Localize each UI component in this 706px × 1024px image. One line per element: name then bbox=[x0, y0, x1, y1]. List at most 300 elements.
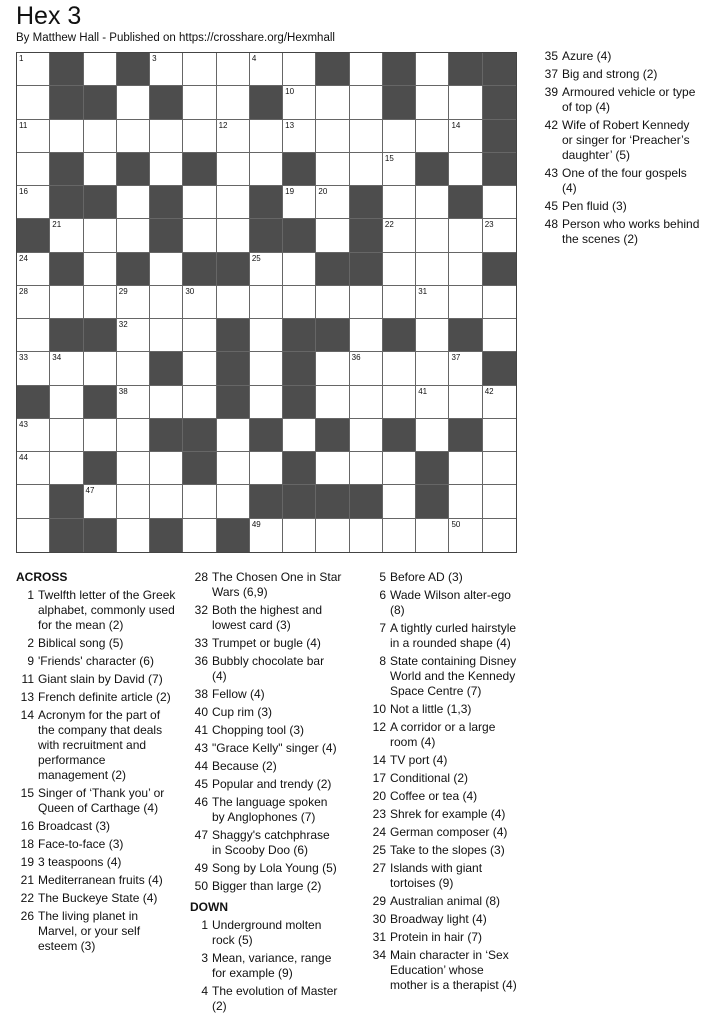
grid-cell[interactable] bbox=[283, 120, 316, 153]
clue-number: 7 bbox=[379, 621, 386, 635]
clue-text: Shrek for example (4) bbox=[390, 807, 506, 821]
grid-cell[interactable] bbox=[483, 219, 516, 252]
grid-cell[interactable] bbox=[449, 485, 482, 518]
grid-block-cell bbox=[283, 485, 316, 518]
grid-block-cell bbox=[217, 519, 250, 552]
grid-cell[interactable] bbox=[449, 286, 482, 319]
clue-item[interactable] bbox=[368, 861, 520, 891]
grid-cell[interactable] bbox=[350, 419, 383, 452]
clue-item[interactable] bbox=[368, 843, 520, 858]
clue-item[interactable] bbox=[368, 930, 520, 945]
grid-cell[interactable] bbox=[416, 386, 449, 419]
grid-cell[interactable] bbox=[50, 286, 83, 319]
grid-cell[interactable] bbox=[350, 519, 383, 552]
grid-cell[interactable] bbox=[150, 386, 183, 419]
grid-block-cell bbox=[150, 352, 183, 385]
clue-item[interactable] bbox=[368, 753, 520, 768]
grid-cell[interactable] bbox=[17, 352, 50, 385]
clue-number: 39 bbox=[544, 85, 558, 99]
grid-cell[interactable] bbox=[217, 419, 250, 452]
grid-block-cell bbox=[50, 485, 83, 518]
clue-text: 'Friends' character (6) bbox=[38, 654, 154, 668]
grid-cell[interactable] bbox=[416, 53, 449, 86]
grid-cell[interactable] bbox=[183, 53, 216, 86]
grid-block-cell bbox=[183, 253, 216, 286]
clue-item[interactable] bbox=[190, 861, 342, 876]
clue-text: The evolution of Master (2) bbox=[212, 984, 338, 1013]
clue-number: 27 bbox=[372, 861, 386, 875]
grid-cell[interactable] bbox=[217, 186, 250, 219]
down-clues-right-column bbox=[540, 49, 700, 250]
clue-item[interactable] bbox=[190, 777, 342, 792]
clue-number: 48 bbox=[544, 217, 558, 231]
grid-cell[interactable] bbox=[17, 86, 50, 119]
clue-number: 37 bbox=[544, 67, 558, 81]
clue-item[interactable] bbox=[368, 702, 520, 717]
grid-cell[interactable] bbox=[250, 519, 283, 552]
grid-cell[interactable] bbox=[17, 120, 50, 153]
clue-number: 21 bbox=[20, 873, 34, 887]
grid-cell[interactable] bbox=[183, 219, 216, 252]
clue-text: Before AD (3) bbox=[390, 570, 463, 584]
puzzle-title: Hex 3 bbox=[16, 2, 82, 30]
clue-item[interactable] bbox=[16, 837, 176, 852]
clue-number: 25 bbox=[372, 843, 386, 857]
clue-number: 41 bbox=[194, 723, 208, 737]
grid-cell[interactable] bbox=[449, 386, 482, 419]
grid-cell[interactable] bbox=[416, 253, 449, 286]
clue-item[interactable] bbox=[190, 918, 342, 948]
grid-cell[interactable] bbox=[250, 120, 283, 153]
grid-cell[interactable] bbox=[50, 386, 83, 419]
grid-cell[interactable] bbox=[117, 120, 150, 153]
grid-cell[interactable] bbox=[17, 519, 50, 552]
grid-cell[interactable] bbox=[17, 253, 50, 286]
grid-cell[interactable] bbox=[150, 153, 183, 186]
grid-cell[interactable] bbox=[350, 319, 383, 352]
grid-cell[interactable] bbox=[84, 485, 117, 518]
clue-text: TV port (4) bbox=[390, 753, 448, 767]
cell-number: 43 bbox=[19, 419, 28, 429]
grid-cell[interactable] bbox=[316, 120, 349, 153]
grid-cell[interactable] bbox=[150, 253, 183, 286]
grid-cell[interactable] bbox=[117, 519, 150, 552]
grid-cell[interactable] bbox=[217, 485, 250, 518]
grid-block-cell bbox=[350, 219, 383, 252]
grid-block-cell bbox=[283, 319, 316, 352]
grid-cell[interactable] bbox=[250, 153, 283, 186]
grid-cell[interactable] bbox=[17, 153, 50, 186]
clue-number: 22 bbox=[20, 891, 34, 905]
clue-item[interactable] bbox=[368, 807, 520, 822]
grid-block-cell bbox=[383, 319, 416, 352]
clue-item[interactable] bbox=[16, 909, 176, 954]
clue-item[interactable] bbox=[190, 570, 342, 600]
cell-number: 42 bbox=[484, 386, 494, 396]
grid-cell[interactable] bbox=[316, 386, 349, 419]
grid-cell[interactable] bbox=[117, 86, 150, 119]
across-heading: ACROSS bbox=[16, 570, 68, 584]
grid-cell[interactable] bbox=[217, 53, 250, 86]
grid-cell[interactable] bbox=[50, 352, 83, 385]
grid-cell[interactable] bbox=[449, 86, 482, 119]
grid-cell[interactable] bbox=[150, 452, 183, 485]
clue-text: A tightly curled hairstyle in a rounded shape (4) bbox=[390, 621, 517, 650]
grid-block-cell bbox=[283, 386, 316, 419]
grid-cell[interactable] bbox=[84, 219, 117, 252]
grid-cell[interactable] bbox=[416, 86, 449, 119]
grid-cell[interactable] bbox=[84, 352, 117, 385]
clue-number: 32 bbox=[194, 603, 208, 617]
grid-cell[interactable] bbox=[183, 386, 216, 419]
cell-number: 37 bbox=[451, 353, 461, 363]
clue-text: Acronym for the part of the company that deals with recruitment and performance management (2) bbox=[38, 708, 163, 782]
grid-cell[interactable] bbox=[183, 286, 216, 319]
grid-cell[interactable] bbox=[84, 120, 117, 153]
grid-cell[interactable] bbox=[250, 53, 283, 86]
grid-cell[interactable] bbox=[250, 319, 283, 352]
grid-cell[interactable] bbox=[84, 53, 117, 86]
grid-cell[interactable] bbox=[483, 519, 516, 552]
clue-number: 20 bbox=[372, 789, 386, 803]
grid-cell[interactable] bbox=[84, 419, 117, 452]
clue-item[interactable] bbox=[16, 690, 176, 705]
clue-item[interactable] bbox=[540, 67, 700, 82]
grid-cell[interactable] bbox=[350, 352, 383, 385]
clue-item[interactable] bbox=[540, 199, 700, 214]
grid-cell[interactable] bbox=[483, 186, 516, 219]
grid-block-cell bbox=[449, 186, 482, 219]
grid-cell[interactable] bbox=[350, 386, 383, 419]
cell-number: 31 bbox=[418, 286, 428, 296]
clue-item[interactable] bbox=[190, 951, 342, 981]
cell-number: 25 bbox=[251, 253, 261, 263]
cell-number: 23 bbox=[484, 220, 494, 230]
grid-cell[interactable] bbox=[316, 352, 349, 385]
clue-item[interactable] bbox=[190, 603, 342, 633]
grid-block-cell bbox=[449, 319, 482, 352]
clue-item[interactable] bbox=[190, 759, 342, 774]
clue-number: 34 bbox=[372, 948, 386, 962]
grid-cell[interactable] bbox=[217, 452, 250, 485]
grid-cell[interactable] bbox=[483, 386, 516, 419]
grid-cell[interactable] bbox=[283, 519, 316, 552]
clue-number: 2 bbox=[27, 636, 34, 650]
grid-block-cell bbox=[316, 319, 349, 352]
grid-block-cell bbox=[483, 86, 516, 119]
grid-cell[interactable] bbox=[250, 452, 283, 485]
clue-text: Big and strong (2) bbox=[562, 67, 658, 81]
grid-cell[interactable] bbox=[17, 419, 50, 452]
clue-text: Trumpet or bugle (4) bbox=[212, 636, 321, 650]
clue-text: A corridor or a large room (4) bbox=[390, 720, 496, 749]
clue-item[interactable] bbox=[190, 705, 342, 720]
grid-cell[interactable] bbox=[17, 452, 50, 485]
clue-item[interactable] bbox=[368, 912, 520, 927]
grid-cell[interactable] bbox=[350, 286, 383, 319]
clue-item[interactable] bbox=[368, 720, 520, 750]
clue-item[interactable] bbox=[368, 894, 520, 909]
clue-item[interactable] bbox=[540, 166, 700, 196]
clue-text: Popular and trendy (2) bbox=[212, 777, 332, 791]
grid-block-cell bbox=[217, 386, 250, 419]
clue-item[interactable] bbox=[190, 636, 342, 651]
grid-block-cell bbox=[316, 485, 349, 518]
grid-cell[interactable] bbox=[416, 352, 449, 385]
grid-cell[interactable] bbox=[150, 286, 183, 319]
grid-cell[interactable] bbox=[449, 219, 482, 252]
grid-cell[interactable] bbox=[84, 153, 117, 186]
grid-cell[interactable] bbox=[117, 386, 150, 419]
grid-cell[interactable] bbox=[283, 419, 316, 452]
grid-block-cell bbox=[50, 319, 83, 352]
grid-cell[interactable] bbox=[350, 153, 383, 186]
clue-text: Protein in hair (7) bbox=[390, 930, 483, 944]
clue-number: 26 bbox=[20, 909, 34, 923]
clue-text: The living planet in Marvel, or your self esteem (3) bbox=[38, 909, 141, 953]
grid-cell[interactable] bbox=[283, 86, 316, 119]
grid-cell[interactable] bbox=[117, 352, 150, 385]
clue-item[interactable] bbox=[368, 948, 520, 993]
clue-item[interactable] bbox=[16, 672, 176, 687]
grid-cell[interactable] bbox=[217, 153, 250, 186]
grid-cell[interactable] bbox=[250, 386, 283, 419]
clue-text: Giant slain by David (7) bbox=[38, 672, 163, 686]
grid-cell[interactable] bbox=[50, 219, 83, 252]
grid-cell[interactable] bbox=[416, 319, 449, 352]
grid-cell[interactable] bbox=[117, 419, 150, 452]
grid-cell[interactable] bbox=[416, 219, 449, 252]
grid-cell[interactable] bbox=[150, 120, 183, 153]
clue-item[interactable] bbox=[16, 873, 176, 888]
grid-block-cell bbox=[17, 386, 50, 419]
grid-cell[interactable] bbox=[383, 286, 416, 319]
cell-number: 15 bbox=[384, 153, 394, 163]
clue-number: 18 bbox=[20, 837, 34, 851]
grid-cell[interactable] bbox=[383, 386, 416, 419]
cell-number: 1 bbox=[19, 54, 24, 63]
clue-item[interactable] bbox=[368, 789, 520, 804]
clue-item[interactable] bbox=[540, 85, 700, 115]
grid-cell[interactable] bbox=[117, 186, 150, 219]
grid-cell[interactable] bbox=[383, 519, 416, 552]
grid-cell[interactable] bbox=[84, 253, 117, 286]
grid-cell[interactable] bbox=[117, 286, 150, 319]
grid-cell[interactable] bbox=[316, 519, 349, 552]
clue-text: Cup rim (3) bbox=[212, 705, 273, 719]
grid-block-cell bbox=[150, 219, 183, 252]
grid-cell[interactable] bbox=[50, 452, 83, 485]
grid-cell[interactable] bbox=[483, 419, 516, 452]
grid-block-cell bbox=[283, 219, 316, 252]
down-clue-list-continued bbox=[368, 570, 520, 993]
grid-cell[interactable] bbox=[350, 452, 383, 485]
grid-cell[interactable] bbox=[483, 485, 516, 518]
grid-cell[interactable] bbox=[84, 286, 117, 319]
grid-cell[interactable] bbox=[183, 86, 216, 119]
grid-block-cell bbox=[483, 352, 516, 385]
clue-item[interactable] bbox=[540, 49, 700, 64]
clue-item[interactable] bbox=[16, 636, 176, 651]
grid-cell[interactable] bbox=[250, 286, 283, 319]
clue-item[interactable] bbox=[540, 118, 700, 163]
grid-cell[interactable] bbox=[449, 352, 482, 385]
grid-block-cell bbox=[383, 53, 416, 86]
cell-number: 11 bbox=[19, 120, 28, 130]
grid-cell[interactable] bbox=[483, 286, 516, 319]
grid-cell[interactable] bbox=[217, 286, 250, 319]
grid-cell[interactable] bbox=[449, 253, 482, 286]
clue-number: 24 bbox=[372, 825, 386, 839]
grid-cell[interactable] bbox=[150, 53, 183, 86]
grid-cell[interactable] bbox=[383, 219, 416, 252]
clue-item[interactable] bbox=[16, 654, 176, 669]
grid-cell[interactable] bbox=[283, 186, 316, 219]
grid-cell[interactable] bbox=[383, 452, 416, 485]
grid-cell[interactable] bbox=[183, 485, 216, 518]
grid-cell[interactable] bbox=[416, 519, 449, 552]
clue-item[interactable] bbox=[190, 879, 342, 894]
grid-block-cell bbox=[283, 153, 316, 186]
clue-number: 50 bbox=[194, 879, 208, 893]
grid-cell[interactable] bbox=[250, 352, 283, 385]
grid-cell[interactable] bbox=[316, 219, 349, 252]
grid-cell[interactable] bbox=[350, 120, 383, 153]
grid-cell[interactable] bbox=[50, 120, 83, 153]
grid-cell[interactable] bbox=[217, 120, 250, 153]
clue-item[interactable] bbox=[368, 654, 520, 699]
grid-cell[interactable] bbox=[117, 219, 150, 252]
grid-cell[interactable] bbox=[416, 120, 449, 153]
clue-item[interactable] bbox=[16, 855, 176, 870]
cell-number: 24 bbox=[19, 253, 28, 263]
clue-item[interactable] bbox=[368, 588, 520, 618]
grid-cell[interactable] bbox=[183, 120, 216, 153]
grid-cell[interactable] bbox=[117, 452, 150, 485]
grid-cell[interactable] bbox=[449, 153, 482, 186]
clue-item[interactable] bbox=[190, 687, 342, 702]
grid-cell[interactable] bbox=[183, 519, 216, 552]
cell-number: 36 bbox=[351, 353, 361, 363]
clue-number: 43 bbox=[194, 741, 208, 755]
clue-item[interactable] bbox=[16, 891, 176, 906]
grid-cell[interactable] bbox=[283, 53, 316, 86]
grid-cell[interactable] bbox=[250, 253, 283, 286]
clue-text: Fellow (4) bbox=[212, 687, 265, 701]
grid-cell[interactable] bbox=[449, 452, 482, 485]
clue-item[interactable] bbox=[368, 621, 520, 651]
clue-item[interactable] bbox=[16, 786, 176, 816]
grid-cell[interactable] bbox=[416, 286, 449, 319]
grid-cell[interactable] bbox=[17, 53, 50, 86]
clue-item[interactable] bbox=[190, 723, 342, 738]
grid-cell[interactable] bbox=[316, 452, 349, 485]
grid-cell[interactable] bbox=[483, 452, 516, 485]
grid-block-cell bbox=[150, 186, 183, 219]
grid-block-cell bbox=[449, 53, 482, 86]
grid-cell[interactable] bbox=[217, 86, 250, 119]
grid-block-cell bbox=[84, 319, 117, 352]
grid-cell[interactable] bbox=[117, 319, 150, 352]
clue-text: The Chosen One in Star Wars (6,9) bbox=[212, 570, 342, 599]
cell-number: 19 bbox=[285, 187, 295, 197]
clue-text: 3 teaspoons (4) bbox=[38, 855, 122, 869]
grid-cell[interactable] bbox=[350, 86, 383, 119]
clue-number: 17 bbox=[372, 771, 386, 785]
clue-item[interactable] bbox=[16, 588, 176, 633]
grid-cell[interactable] bbox=[416, 419, 449, 452]
grid-cell[interactable] bbox=[316, 153, 349, 186]
grid-cell[interactable] bbox=[449, 519, 482, 552]
clue-item[interactable] bbox=[190, 984, 342, 1014]
cell-number: 22 bbox=[384, 220, 394, 230]
clue-number: 46 bbox=[194, 795, 208, 809]
grid-cell[interactable] bbox=[316, 86, 349, 119]
clue-item[interactable] bbox=[16, 819, 176, 834]
grid-cell[interactable] bbox=[217, 219, 250, 252]
grid-cell[interactable] bbox=[383, 120, 416, 153]
clue-item[interactable] bbox=[190, 828, 342, 858]
grid-cell[interactable] bbox=[316, 186, 349, 219]
grid-cell[interactable] bbox=[416, 186, 449, 219]
grid-block-cell bbox=[350, 485, 383, 518]
cell-number: 30 bbox=[185, 286, 195, 296]
clue-item[interactable] bbox=[190, 741, 342, 756]
grid-cell[interactable] bbox=[17, 485, 50, 518]
clue-item[interactable] bbox=[16, 708, 176, 783]
grid-cell[interactable] bbox=[183, 319, 216, 352]
grid-cell[interactable] bbox=[383, 352, 416, 385]
grid-cell[interactable] bbox=[350, 53, 383, 86]
clue-number: 1 bbox=[27, 588, 34, 602]
grid-block-cell bbox=[316, 253, 349, 286]
grid-block-cell bbox=[449, 419, 482, 452]
grid-cell[interactable] bbox=[383, 153, 416, 186]
grid-cell[interactable] bbox=[283, 253, 316, 286]
clue-item[interactable] bbox=[540, 217, 700, 247]
grid-cell[interactable] bbox=[183, 352, 216, 385]
clue-number: 5 bbox=[379, 570, 386, 584]
cell-number: 50 bbox=[451, 519, 461, 529]
clue-text: Wade Wilson alter-ego (8) bbox=[390, 588, 511, 617]
grid-cell[interactable] bbox=[383, 253, 416, 286]
clue-item[interactable] bbox=[190, 795, 342, 825]
clue-item[interactable] bbox=[190, 654, 342, 684]
grid-block-cell bbox=[50, 186, 83, 219]
clue-text: Bigger than large (2) bbox=[212, 879, 322, 893]
grid-cell[interactable] bbox=[183, 186, 216, 219]
grid-cell[interactable] bbox=[383, 186, 416, 219]
grid-cell[interactable] bbox=[483, 319, 516, 352]
grid-cell[interactable] bbox=[383, 485, 416, 518]
grid-block-cell bbox=[84, 386, 117, 419]
grid-cell[interactable] bbox=[117, 485, 150, 518]
grid-cell[interactable] bbox=[150, 485, 183, 518]
grid-cell[interactable] bbox=[150, 319, 183, 352]
clue-item[interactable] bbox=[368, 771, 520, 786]
grid-cell[interactable] bbox=[17, 286, 50, 319]
grid-block-cell bbox=[250, 485, 283, 518]
grid-cell[interactable] bbox=[316, 286, 349, 319]
grid-cell[interactable] bbox=[50, 419, 83, 452]
crossword-grid[interactable] bbox=[16, 52, 517, 553]
grid-cell[interactable] bbox=[283, 286, 316, 319]
grid-cell[interactable] bbox=[17, 319, 50, 352]
clue-item[interactable] bbox=[368, 570, 520, 585]
clue-item[interactable] bbox=[368, 825, 520, 840]
grid-cell[interactable] bbox=[17, 186, 50, 219]
grid-cell[interactable] bbox=[449, 120, 482, 153]
